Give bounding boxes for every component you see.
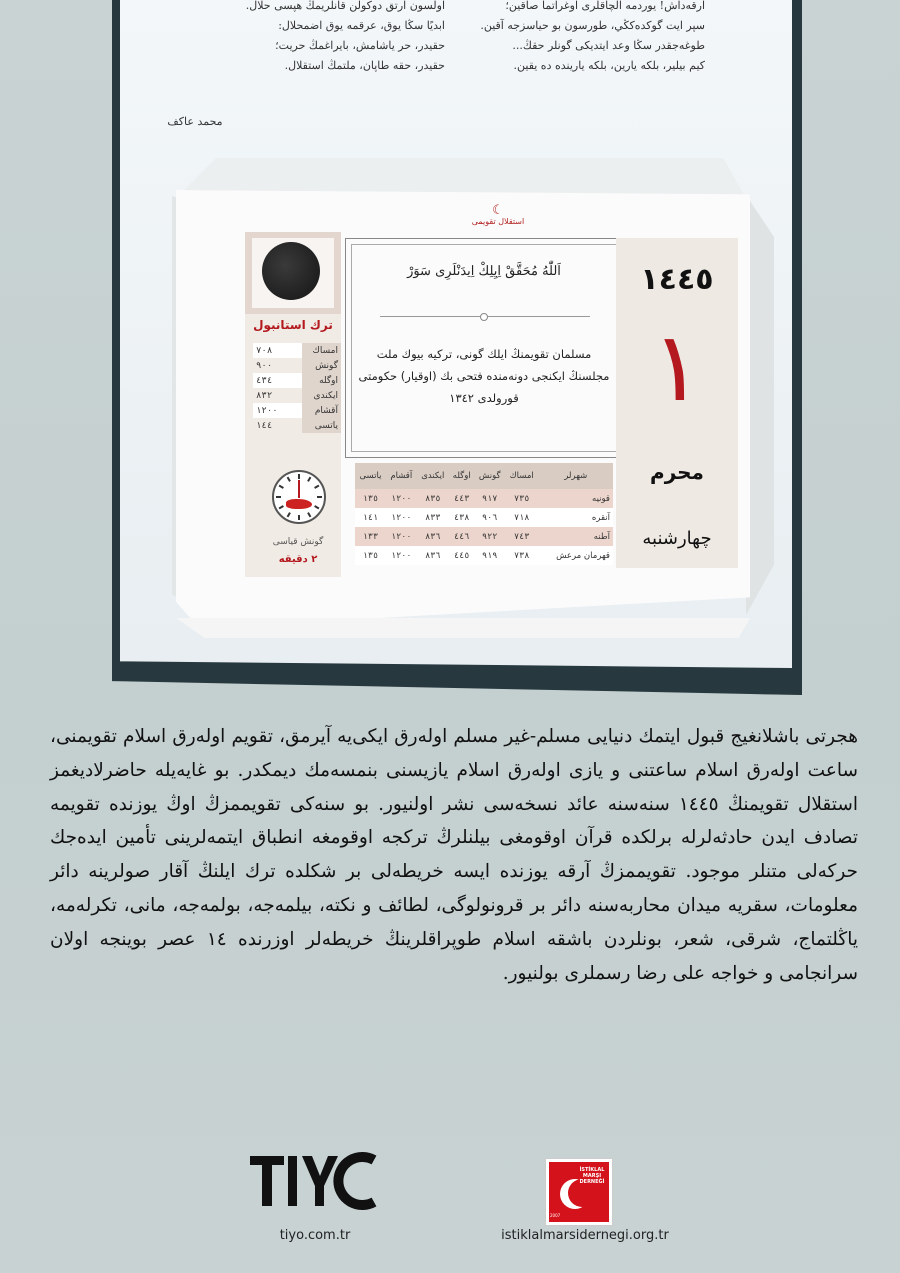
turkey-map-icon: [286, 499, 312, 509]
column-header: گونش: [475, 463, 505, 489]
istiklal-logo-text: İSTİKLAL MARŞI DERNEĞİ: [579, 1167, 605, 1185]
table-cell: ٨٣٦: [417, 546, 449, 565]
time-value: ٨٣٢: [256, 390, 273, 401]
poem-left: [175, 0, 445, 76]
table-row: [253, 373, 341, 388]
table-row: [253, 418, 341, 433]
poem-line: سپر ايت گوكده‌كڭي، طورسون بو حياسزجه آقين.: [480, 19, 705, 32]
table-cell: ٧٣٨: [505, 546, 539, 565]
table-row: [355, 489, 613, 508]
table-cell: ١٣٥: [355, 546, 386, 565]
poem-author: محمد عاكف: [167, 115, 223, 128]
tiyo-url[interactable]: tiyo.com.tr: [279, 1228, 351, 1243]
calendar-logo-text: استقلال تقويمى: [471, 217, 525, 226]
table-cell: ٩٠٦: [475, 508, 505, 527]
table-cell: ٤٣٨: [449, 508, 475, 527]
time-value: ٤٣٤: [253, 373, 302, 388]
divider-ornament-icon: [480, 313, 488, 321]
table-cell: ٩٢٢: [475, 527, 505, 546]
istiklal-marsi-dernegi-logo[interactable]: [545, 1158, 613, 1226]
table-cell: ١٣٥: [355, 489, 386, 508]
column-header: ايكندى: [417, 463, 449, 489]
city-cell: آطنه: [538, 527, 613, 546]
table-row: [355, 546, 613, 565]
table-row: [253, 388, 341, 403]
column-header: امساك: [505, 463, 539, 489]
clock-icon: [272, 470, 326, 524]
poem-line: اولسون آرتق دوکولن قانلریمڭ هپسی حلال.: [245, 0, 445, 12]
hijri-year: ١٤٤٥: [640, 262, 714, 297]
table-cell: ١٢٠٠: [386, 508, 417, 527]
time-value: ١٤٤: [256, 420, 273, 431]
city-cell: آنقره: [538, 508, 613, 527]
table-header-row: [355, 463, 613, 489]
calendar-sheet-edge: [176, 618, 750, 638]
table-row: [355, 508, 613, 527]
table-row: [355, 527, 613, 546]
poem-right: [440, 0, 705, 76]
column-header: ياتسى: [355, 463, 386, 489]
table-row: [253, 343, 341, 358]
moon-phase-icon: [262, 242, 320, 300]
table-cell: ١٤١: [355, 508, 386, 527]
time-label: گونش: [302, 358, 341, 373]
poem-line: آرقه‌داش! يوردمه آلچاقلرى اوغراتما صاقين؛: [505, 0, 705, 12]
cities-table: [355, 463, 613, 565]
time-diff-value: ٢ دقيقه: [278, 554, 318, 565]
istiklal-url[interactable]: istiklalmarsidernegi.org.tr: [501, 1228, 669, 1243]
time-label: آقشام: [302, 403, 341, 418]
clock-hand: [298, 480, 300, 498]
table-cell: ٩١٧: [475, 489, 505, 508]
table-cell: ١٢٠٠: [386, 489, 417, 508]
weekday-name: چهارشنبه: [642, 528, 712, 549]
table-row: [253, 403, 341, 418]
tiyo-logo[interactable]: [250, 1150, 380, 1210]
table-row: [253, 358, 341, 373]
city-title: ترك استانبول: [253, 318, 333, 332]
time-label: ايكندى: [302, 388, 341, 403]
crescent-icon: ☾: [492, 203, 504, 218]
time-label: اوگله: [302, 373, 341, 388]
time-diff-label: گونش قياسى: [272, 537, 324, 547]
time-value: ٩٠٠: [256, 360, 273, 371]
table-cell: ٤٤٣: [449, 489, 475, 508]
verse-text: اَللّٰهُ مُحَقَّقْ اِيِلِكْ اِيدَنْلَرِى سَوَرْ: [407, 264, 561, 279]
city-cell: قونيه: [538, 489, 613, 508]
day-note: مسلمان تقويمنڭ ايلك گونى، تركيه بيوك ملت مجلسنڭ ايكنجى دونه‌منده فتحى بك (اوقيار) حكومتى قورولدى ١٣٤٢: [358, 347, 610, 405]
column-header: شهرلر: [538, 463, 613, 489]
city-cell: قهرمان مرعش: [538, 546, 613, 565]
description-text: هجرتى باشلانغيج قبول ايتمك دنيايى مسلم-غير مسلم اوله‌رق ايكى‌يه آيرمق، تقويم اوله‌رق اسلام تقويمنى، ساعت اوله‌رق اسلام ساعتنى و يازى اوله‌رق اسلام يازيسنى بنمسه‌مك ديمكدر. بو غايه‌يله حاضرلاديغمز استقلال تقويمنڭ ١٤٤٥ سنه‌سنه عائد نسخه‌سى نشر اولنيور. بو سنه‌كى تقويممزڭ اوڭ يوزنده تقويمه تصادف ايدن حادثه‌لرله برلكده قرآن اوقومغى بيلنلرڭ تركجه اوقومغه انطباق ايتمه‌لرينى تأمين ايده‌جك حركه‌لى متنلر موجود. تقويممزڭ آرقه يوزنده ايسه خريطه‌لى بر شكلده ترك ايلنڭ آقار صولرينه دائر معلومات، سقريه ميدان محاربه‌سنه دائر بر قرونولوگى، لطائف و نكته، بيلمه‌جه، بولمه‌جه، مانى، تكرله‌مه، ياڭلتماج، شرقى، شعر، بونلردن باشقه اسلام طوپراقلرينڭ خريطه‌لر اوزرنده ١٤ عصر بوينجه اولان سرانجامى و خواجه على رضا رسملرى بولنيور.: [50, 726, 858, 984]
table-cell: ١٢٠٠: [386, 527, 417, 546]
poem-line: ابديًا سڭا يوق، عرقمه يوق اضمحلال:: [278, 19, 445, 32]
table-cell: ٨٣٦: [417, 527, 449, 546]
day-number: ١: [651, 311, 703, 423]
poem-line: كيم بيلير، بلكه يارين، بلكه يارينده ده يقين.: [513, 59, 705, 72]
table-cell: ٤٤٥: [449, 546, 475, 565]
table-cell: ٨٣٣: [417, 508, 449, 527]
poem-line: طوغه‌جقدر سڭا وعد ايتديكى گونلر حقڭ...: [512, 39, 705, 52]
istiklal-logo-year: 2007: [550, 1213, 561, 1218]
table-cell: ٤٤٦: [449, 527, 475, 546]
time-label: ياتسى: [302, 418, 341, 433]
table-cell: ٨٣٥: [417, 489, 449, 508]
time-value: ١٢٠٠: [253, 403, 302, 418]
table-cell: ٧١٨: [505, 508, 539, 527]
time-value: ٧٠٨: [253, 343, 302, 358]
table-cell: ١٢٠٠: [386, 546, 417, 565]
table-cell: ٩١٩: [475, 546, 505, 565]
table-cell: ٧٣٥: [505, 489, 539, 508]
month-name: محرم: [650, 460, 704, 484]
table-cell: ١٣٣: [355, 527, 386, 546]
poem-line: حقيدر، حقه طاپان، ملتمڭ استقلال.: [284, 59, 445, 72]
poem-line: حقيدر، حر ياشامش، بايراغمڭ حريت؛: [275, 39, 445, 52]
calendar-right-face: [746, 195, 774, 615]
column-header: اوگله: [449, 463, 475, 489]
prayer-times-table: [253, 343, 341, 433]
table-cell: ٧٤٣: [505, 527, 539, 546]
time-label: امساك: [302, 343, 341, 358]
calendar-logo: [468, 204, 528, 226]
column-header: آقشام: [386, 463, 417, 489]
